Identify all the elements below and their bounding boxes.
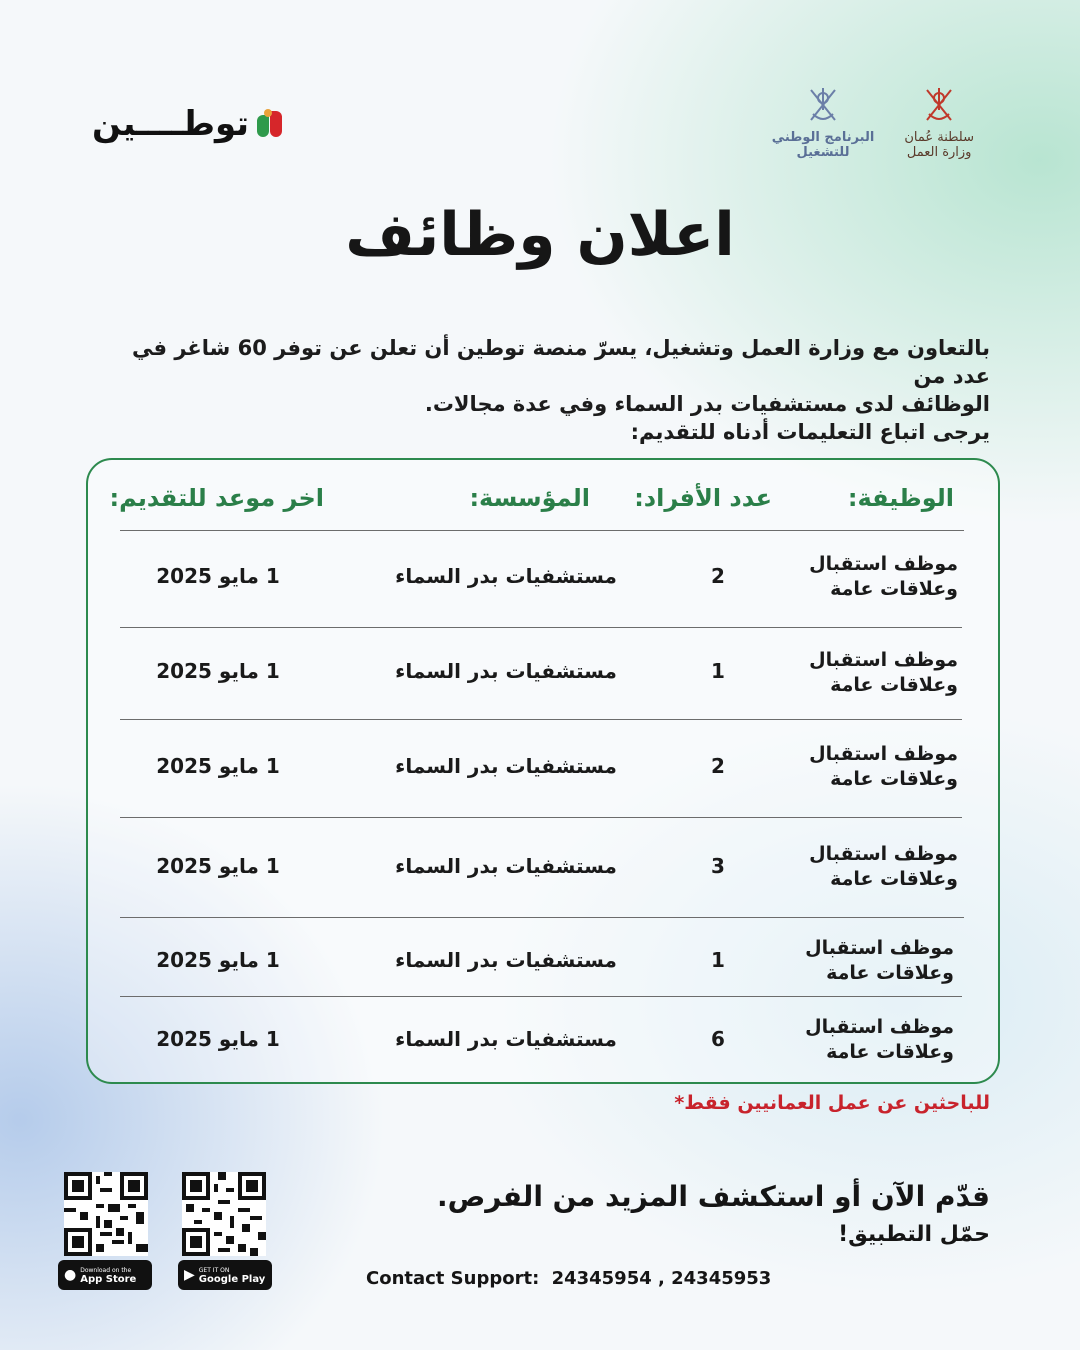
job-title-line-1: موظف استقبال xyxy=(809,743,958,765)
job-title-line-1: موظف استقبال xyxy=(809,843,958,865)
job-title-line-1: موظف استقبال xyxy=(805,1016,954,1038)
google-play-button[interactable] xyxy=(178,1260,272,1290)
contact-numbers: 24345954 , 24345953 xyxy=(551,1268,772,1289)
job-title-line-2: وعلاقات عامة xyxy=(830,674,958,696)
job-organization: مستشفيات بدر السماء xyxy=(395,659,617,683)
job-title xyxy=(805,936,954,986)
job-title xyxy=(805,1015,954,1065)
row-divider xyxy=(120,917,964,918)
job-organization: مستشفيات بدر السماء xyxy=(395,1027,617,1051)
job-title-line-2: وعلاقات عامة xyxy=(826,962,954,984)
header-count: عدد الأفراد: xyxy=(634,484,772,512)
intro-line-3: يرجى اتباع التعليمات أدناه للتقديم: xyxy=(630,420,990,444)
job-title-line-2: وعلاقات عامة xyxy=(830,868,958,890)
row-divider xyxy=(120,530,964,531)
row-divider xyxy=(120,996,962,997)
app-store-button[interactable] xyxy=(58,1260,152,1290)
job-deadline: 1 مايو 2025 xyxy=(156,754,280,778)
app-store-small-label: Download on the xyxy=(80,1267,132,1274)
job-deadline: 1 مايو 2025 xyxy=(156,564,280,588)
job-title-line-2: وعلاقات عامة xyxy=(830,768,958,790)
job-title-line-1: موظف استقبال xyxy=(809,553,958,575)
google-play-label: Google Play xyxy=(198,1274,266,1285)
job-title-line-2: وعلاقات عامة xyxy=(830,578,958,600)
job-deadline: 1 مايو 2025 xyxy=(156,948,280,972)
ministry-of-labour-logo xyxy=(904,84,974,160)
job-title-line-1: موظف استقبال xyxy=(809,649,958,671)
national-program-logo xyxy=(772,84,875,160)
job-deadline: 1 مايو 2025 xyxy=(156,659,280,683)
call-to-action: قدّم الآن أو استكشف المزيد من الفرص. xyxy=(436,1180,990,1213)
ministry-of-labour-logo-text: سلطنة عُمان وزارة العمل xyxy=(904,130,974,160)
job-title-line-1: موظف استقبال xyxy=(805,937,954,959)
intro-paragraph xyxy=(90,334,990,446)
job-count: 2 xyxy=(711,564,725,588)
google-play-qr-code[interactable] xyxy=(182,1172,266,1256)
job-deadline: 1 مايو 2025 xyxy=(156,854,280,878)
job-count: 6 xyxy=(711,1027,725,1051)
job-organization: مستشفيات بدر السماء xyxy=(395,564,617,588)
job-count: 2 xyxy=(711,754,725,778)
header-org: المؤسسة: xyxy=(469,484,590,512)
jobs-table xyxy=(86,458,1000,1084)
tawteen-mark-icon xyxy=(255,109,285,139)
job-title xyxy=(809,842,958,892)
job-title-line-2: وعلاقات عامة xyxy=(826,1041,954,1063)
job-title xyxy=(809,648,958,698)
download-app-text: حمّل التطبيق! xyxy=(838,1222,990,1247)
job-count: 3 xyxy=(711,854,725,878)
job-title xyxy=(809,552,958,602)
tawteen-logo-text: توطــــين xyxy=(92,104,250,144)
app-store-label: App Store xyxy=(80,1274,137,1285)
apple-icon: ● xyxy=(64,1267,77,1283)
national-program-logo-text: البرنامج الوطني للتشغيل xyxy=(771,130,875,160)
job-organization: مستشفيات بدر السماء xyxy=(395,854,617,878)
intro-line-2: الوظائف لدى مستشفيات بدر السماء وفي عدة مجالات. xyxy=(424,392,990,416)
header-job: الوظيفة: xyxy=(847,484,954,512)
job-organization: مستشفيات بدر السماء xyxy=(395,754,617,778)
row-divider xyxy=(120,817,962,818)
app-store-qr-code[interactable] xyxy=(64,1172,148,1256)
national-program-emblem-icon xyxy=(803,84,843,126)
row-divider xyxy=(120,627,962,628)
intro-line-1: بالتعاون مع وزارة العمل وتشغيل، يسرّ منصة توطين أن تعلن عن توفر 60 شاغر في عدد من xyxy=(132,336,990,388)
job-deadline: 1 مايو 2025 xyxy=(156,1027,280,1051)
job-count: 1 xyxy=(711,948,725,972)
job-title xyxy=(809,742,958,792)
oman-emblem-icon xyxy=(919,84,959,126)
google-play-small-label: GET IT ON xyxy=(198,1267,230,1274)
omani-only-note: للباحثين عن عمل العمانيين فقط* xyxy=(674,1092,990,1114)
tawteen-logo xyxy=(92,104,285,144)
page-title: اعلان وظائف xyxy=(345,200,735,270)
contact-support xyxy=(360,1268,771,1289)
job-count: 1 xyxy=(711,659,725,683)
row-divider xyxy=(120,719,962,720)
contact-label: Contact Support: xyxy=(366,1268,540,1289)
play-triangle-icon: ▶ xyxy=(184,1267,195,1283)
header-deadline: اخر موعد للتقديم: xyxy=(109,484,324,512)
job-organization: مستشفيات بدر السماء xyxy=(395,948,617,972)
government-logos xyxy=(772,84,974,160)
